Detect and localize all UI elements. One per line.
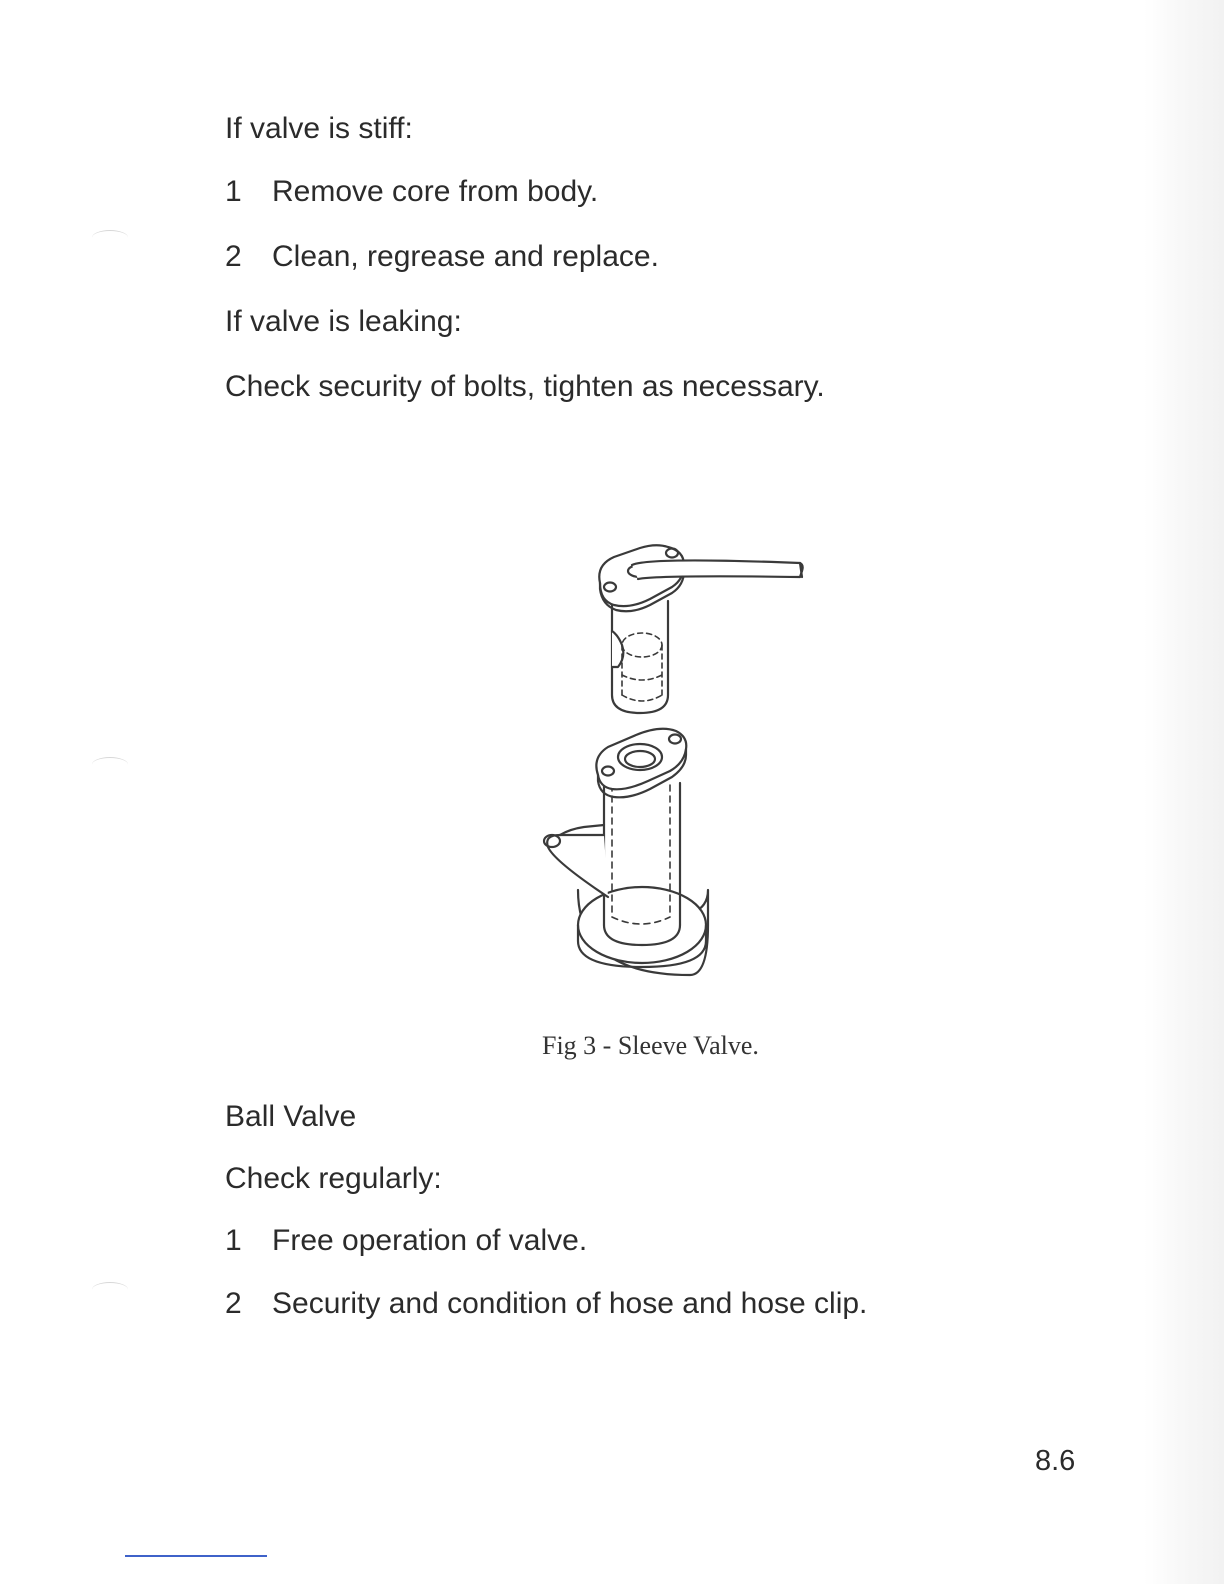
punch-hole-mark bbox=[92, 230, 128, 245]
ball-step-2 bbox=[225, 1286, 867, 1322]
sleeve-valve-figure bbox=[530, 535, 820, 980]
step-number: 2 bbox=[225, 1287, 242, 1320]
punch-hole-mark bbox=[92, 1282, 128, 1297]
step-text: Clean, regrease and replace. bbox=[272, 240, 659, 273]
step-number: 2 bbox=[225, 240, 242, 273]
ball-step-1 bbox=[225, 1223, 587, 1259]
bottom-rule bbox=[125, 1555, 267, 1557]
ball-valve-title: Ball Valve bbox=[225, 1100, 357, 1133]
ball-valve-heading: Check regularly: bbox=[225, 1162, 442, 1195]
stiff-step-2 bbox=[225, 239, 659, 275]
valve-body-illustration bbox=[544, 729, 708, 975]
step-number: 1 bbox=[225, 175, 242, 208]
valve-core-illustration bbox=[599, 545, 802, 713]
stiff-step-1 bbox=[225, 174, 598, 210]
stiff-heading: If valve is stiff: bbox=[225, 112, 413, 145]
punch-hole-mark bbox=[92, 757, 128, 772]
page-edge-shadow bbox=[1144, 0, 1224, 1584]
leaking-heading: If valve is leaking: bbox=[225, 305, 462, 338]
step-number: 1 bbox=[225, 1224, 242, 1257]
step-text: Remove core from body. bbox=[272, 175, 599, 208]
step-text: Security and condition of hose and hose clip. bbox=[272, 1287, 868, 1320]
step-text: Free operation of valve. bbox=[272, 1224, 588, 1257]
page-number: 8.6 bbox=[1035, 1445, 1076, 1477]
figure-caption: Fig 3 - Sleeve Valve. bbox=[542, 1031, 759, 1060]
leaking-text: Check security of bolts, tighten as necessary. bbox=[225, 370, 825, 403]
